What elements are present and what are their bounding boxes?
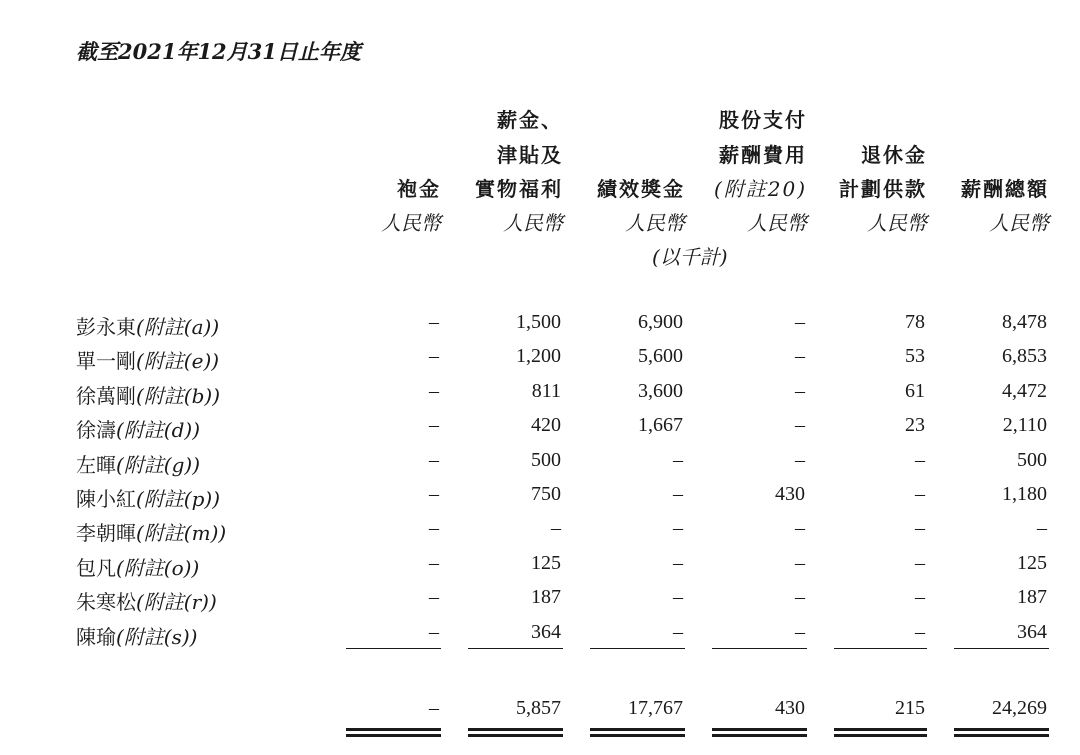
- column-header-line: 薪酬費用: [719, 143, 807, 167]
- total-row: [0, 697, 1080, 731]
- table-cell: –: [915, 483, 925, 505]
- column-header-line: 津貼及: [497, 143, 563, 167]
- table-cell: 4,472: [1002, 379, 1047, 402]
- director-name: 徐萬剛(附註(b)): [76, 383, 221, 408]
- table-cell: –: [429, 551, 439, 574]
- director-name: 徐濤(附註(d)): [76, 418, 201, 443]
- table-cell: 364: [1017, 620, 1047, 643]
- table-cell: –: [795, 586, 805, 609]
- table-row: [0, 586, 1080, 620]
- table-cell: –: [795, 620, 805, 643]
- table-cell: –: [673, 517, 683, 540]
- total-cell: –: [429, 697, 439, 719]
- table-cell: 500: [531, 448, 561, 471]
- table-cell: 500: [1017, 448, 1047, 471]
- table-cell: 2,110: [1002, 414, 1047, 437]
- table-cell: –: [915, 620, 925, 643]
- director-name: 李朝暉(附註(m)): [76, 521, 227, 546]
- table-cell: 6,900: [638, 311, 683, 333]
- total-cell: 430: [775, 697, 805, 719]
- column-header-line: 袍金: [397, 177, 441, 201]
- table-cell: –: [429, 379, 439, 402]
- director-name: 單一剛(附註(e)): [76, 349, 220, 374]
- table-cell: –: [429, 448, 439, 471]
- column-unit: 人民幣: [503, 211, 563, 235]
- table-row: [0, 517, 1080, 551]
- table-cell: –: [795, 517, 805, 540]
- director-name: 陳小紅(附註(p)): [76, 487, 221, 511]
- director-name: 包凡(附註(o)): [76, 555, 200, 580]
- table-cell: –: [429, 620, 439, 643]
- column-header-line: 薪金、: [497, 108, 563, 132]
- column-unit: 人民幣: [625, 211, 685, 235]
- subtotal-rule: [712, 648, 807, 649]
- column-unit: 人民幣: [867, 211, 927, 235]
- table-cell: 187: [531, 586, 561, 609]
- table-cell: 420: [531, 414, 561, 437]
- subtotal-rule: [590, 648, 685, 649]
- table-cell: –: [915, 586, 925, 609]
- total-cell: 17,767: [628, 697, 683, 719]
- total-cell: 24,269: [992, 697, 1047, 719]
- table-cell: 5,600: [638, 345, 683, 368]
- subtotal-rule: [954, 648, 1049, 649]
- table-row: [0, 483, 1080, 517]
- table-cell: –: [551, 517, 561, 540]
- column-header-line: (附註20): [713, 177, 807, 201]
- table-row: [0, 552, 1080, 586]
- director-name: 彭永東(附註(a)): [76, 315, 220, 339]
- table-cell: 6,853: [1002, 345, 1047, 368]
- column-header-line: 計劃供款: [839, 177, 927, 201]
- total-cell: 5,857: [516, 697, 561, 719]
- table-title: 截至2021年12月31日止年度: [76, 39, 361, 64]
- table-cell: –: [915, 517, 925, 540]
- table-cell: –: [673, 483, 683, 505]
- table-row: [0, 345, 1080, 379]
- total-cell: 215: [895, 697, 925, 719]
- table-cell: –: [795, 311, 805, 333]
- table-cell: 8,478: [1002, 311, 1047, 333]
- table-cell: 78: [905, 311, 925, 333]
- unit-note: (以千計): [652, 245, 728, 269]
- table-cell: 125: [1017, 551, 1047, 574]
- table-cell: –: [673, 586, 683, 609]
- table-cell: 3,600: [638, 379, 683, 402]
- table-cell: 53: [905, 345, 925, 368]
- table-cell: –: [795, 345, 805, 368]
- director-name: 陳瑜(附註(s)): [76, 624, 198, 649]
- director-name: 左暉(附註(g)): [76, 452, 201, 477]
- column-header-line: 實物福利: [475, 177, 563, 201]
- table-cell: –: [673, 448, 683, 471]
- table-cell: –: [429, 414, 439, 437]
- subtotal-rule: [468, 648, 563, 649]
- director-name: 朱寒松(附註(r)): [76, 590, 217, 615]
- table-cell: –: [795, 448, 805, 471]
- column-header-line: 股份支付: [719, 108, 807, 132]
- column-header-line: 退休金: [861, 143, 927, 167]
- column-header-line: 績效獎金: [597, 177, 685, 201]
- table-cell: –: [429, 311, 439, 333]
- table-row: [0, 380, 1080, 414]
- table-cell: 364: [531, 620, 561, 643]
- table-cell: 811: [531, 379, 561, 402]
- table-row: [0, 311, 1080, 345]
- table-cell: –: [429, 345, 439, 368]
- table-cell: 1,180: [1002, 483, 1047, 505]
- table-cell: –: [915, 551, 925, 574]
- subtotal-rule: [346, 648, 441, 649]
- table-cell: –: [795, 551, 805, 574]
- column-unit: 人民幣: [747, 211, 807, 235]
- subtotal-rule: [834, 648, 927, 649]
- table-row: [0, 414, 1080, 448]
- table-cell: –: [795, 379, 805, 402]
- table-cell: 61: [905, 379, 925, 402]
- column-unit: 人民幣: [989, 211, 1049, 235]
- table-cell: –: [915, 448, 925, 471]
- table-cell: –: [429, 483, 439, 505]
- table-cell: 750: [531, 483, 561, 505]
- table-cell: 1,667: [638, 414, 683, 437]
- column-unit: 人民幣: [381, 211, 441, 235]
- table-cell: 430: [775, 483, 805, 505]
- table-row: [0, 621, 1080, 655]
- table-cell: 187: [1017, 586, 1047, 609]
- table-cell: –: [429, 517, 439, 540]
- table-cell: –: [1037, 517, 1047, 540]
- table-row: [0, 449, 1080, 483]
- table-cell: 1,500: [516, 311, 561, 333]
- table-cell: –: [795, 414, 805, 437]
- table-cell: –: [673, 551, 683, 574]
- table-cell: 125: [531, 551, 561, 574]
- table-cell: –: [673, 620, 683, 643]
- column-header-line: 薪酬總額: [961, 177, 1049, 201]
- table-cell: 1,200: [516, 345, 561, 368]
- table-cell: –: [429, 586, 439, 609]
- table-cell: 23: [905, 414, 925, 437]
